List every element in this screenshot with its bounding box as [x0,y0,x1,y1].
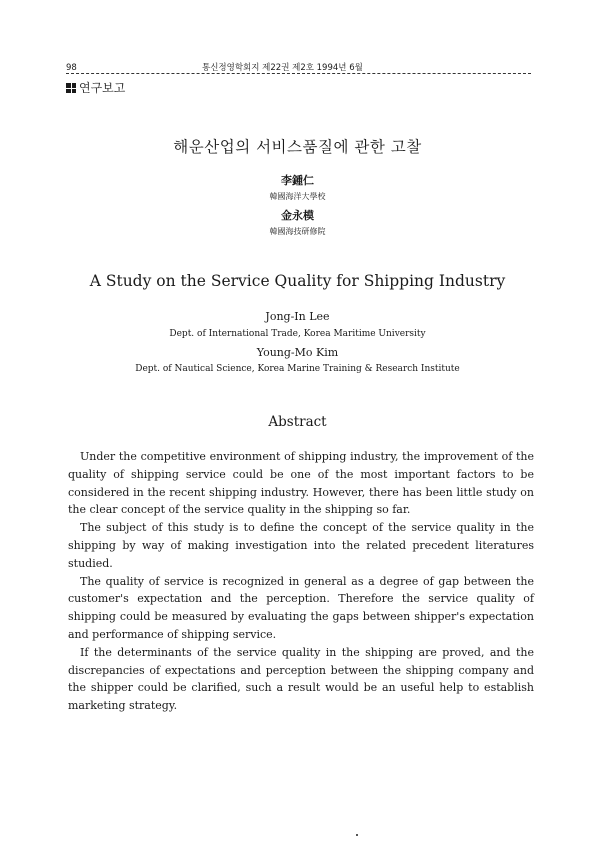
abstract-body [68,448,534,715]
korean-affiliation-2: 韓國海技研修院 [269,227,326,236]
page-speck [356,834,358,836]
english-affiliation-2: Dept. of Nautical Science, Korea Marine Training & Research Institute [135,364,460,374]
page-number: 98 [66,63,77,73]
korean-author-2: 金永模 [281,209,314,222]
korean-affiliation-1: 韓國海洋大學校 [269,192,326,201]
english-author-2: Young-Mo Kim [256,346,339,359]
english-title: A Study on the Service Quality for Shipping Industry [89,272,506,290]
section-label-text: 연구보고 [79,81,126,95]
header-rule [66,73,531,74]
korean-title: 해운산업의 서비스품질에 관한 고찰 [173,138,422,156]
abstract-paragraph: The subject of this study is to define the concept of the service quality in the shipping by way of making investigation into the related precedent literatures studied. [68,521,534,570]
running-header [66,62,531,74]
english-author-1: Jong-In Lee [265,310,330,323]
section-label [66,80,125,96]
abstract-paragraph: If the determinants of the service quality in the shipping are proved, and the discrepancies of expectations and perception between the shipping company and the shipper could be clarified, such a result would be an useful help to establish marketing strategy. [68,645,534,713]
grid-square-icon [66,83,76,93]
abstract-paragraph: The quality of service is recognized in general as a degree of gap between the customer's expectation and the perception. Therefore the service quality of shipping could be measured by evaluating the gaps between shipper's expectation and performance of shipping service. [68,574,534,641]
abstract-heading: Abstract [268,414,327,430]
journal-citation: 통신정영학회지 제22권 제2호 1994년 6월 [202,63,363,73]
english-affiliation-1: Dept. of International Trade, Korea Maritime University [169,329,426,339]
abstract-paragraph: Under the competitive environment of shipping industry, the improvement of the quality of shipping service could be one of the most important factors to be considered in the recent shipping industry. However, there has been little study on the clear concept of the service quality in the shipping so far. [68,450,534,517]
korean-author-1: 李鍾仁 [281,174,314,187]
